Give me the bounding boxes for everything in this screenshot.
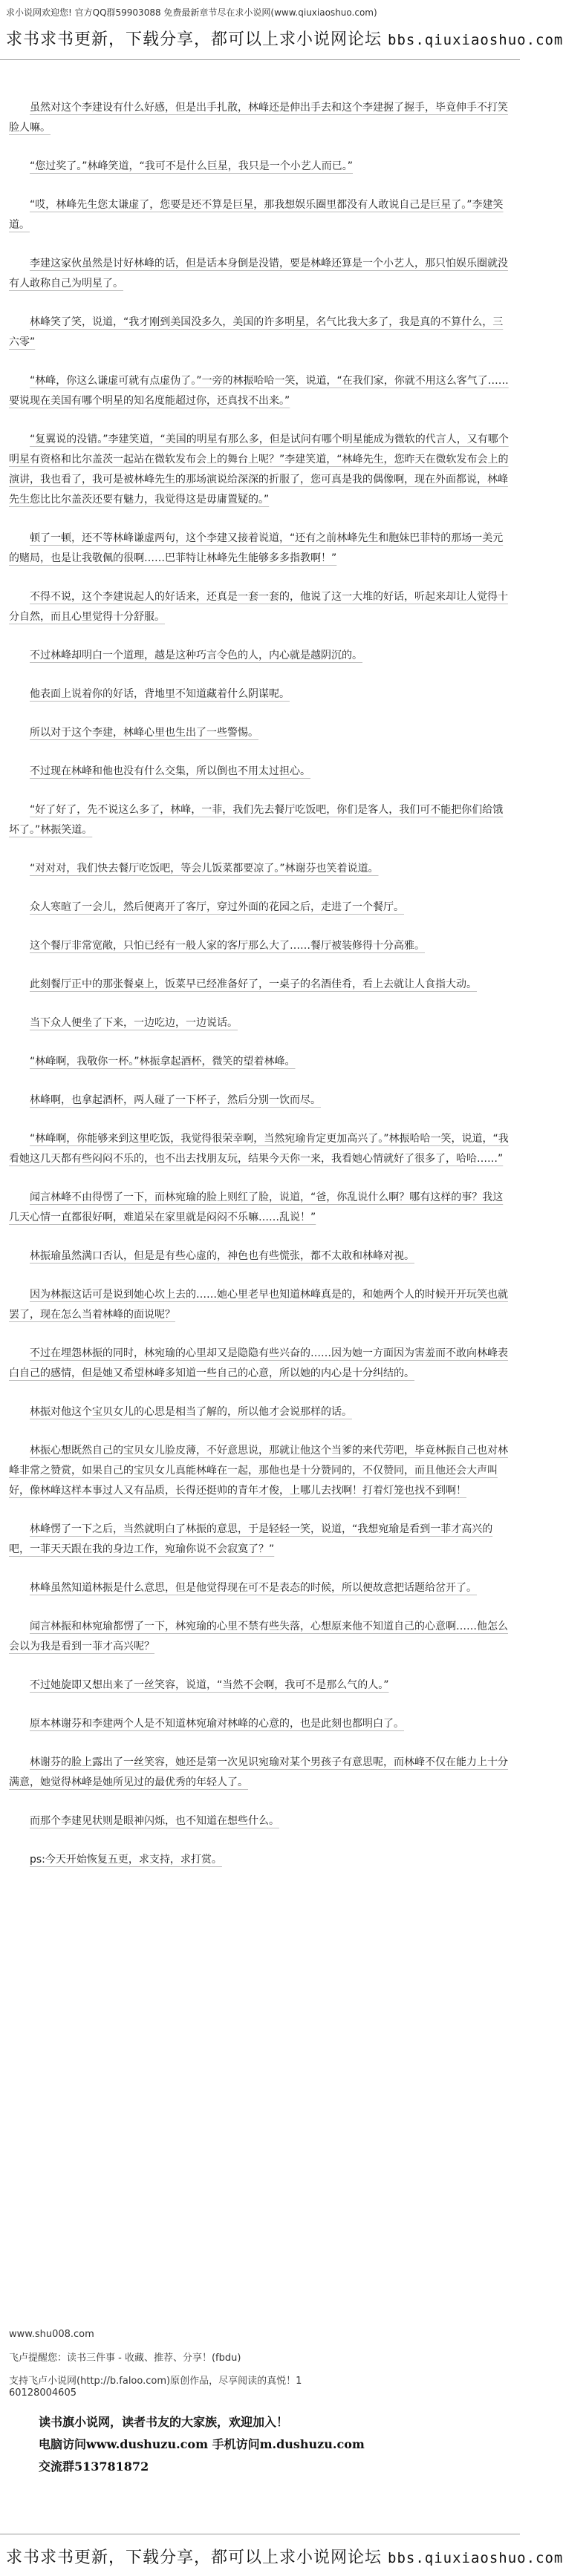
paragraph: 不得不说，这个李建说起人的好话来，还真是一套一套的，他说了这一大堆的好话，听起来却让人觉得十分自然，而且心里觉得十分舒服。 [9,591,508,623]
paragraph: 林峰啊，也拿起酒杯，两人碰了一下杯子，然后分别一饮而尽。 [30,1094,321,1106]
forum-banner-bottom[interactable] [6,2545,563,2568]
paragraph: 林振心想既然自己的宝贝女儿脸皮薄，不好意思说，那就让他这个当爹的来代劳吧，毕竟林振自己也对林峰非常之赞赏，如果自己的宝贝女儿真能林峰在一起，那他也是十分赞同的，不仅赞同，而且他还会大声叫好，像林峰这样本事过人又有品质，长得还挺帅的青年才俊，上哪儿去找啊！打着灯笼也找不到啊！ [9,1445,508,1497]
header-divider [0,59,520,60]
paragraph: 这个餐厅非常宽敞，只怕已经有一般人家的客厅那么大了……餐厅被装修得十分高雅。 [30,940,425,952]
paragraph: 因为林振这话可是说到她心坎上去的……她心里老早也知道林峰真是的，和她两个人的时候开开玩笑也就罢了，现在怎么当着林峰的面说呢？ [9,1289,508,1321]
support-note: 支持飞卢小说网(http://b.faloo.com)原创作品，尽享阅读的真悦！1 [9,2376,302,2387]
paragraph: 不过在埋怨林振的同时，林宛瑜的心里却又是隐隐有些兴奋的……因为她一方面因为害羞而不敢向林峰表白自己的感情，但是她又希望林峰多知道一些自己的心意，所以她的内心是十分纠结的。 [9,1347,508,1379]
paragraph: 李建这家伙虽然是讨好林峰的话，但是话本身倒是没错，要是林峰还算是一个小艺人，那只怕娱乐圈就没有人敢称自己为明星了。 [9,258,508,290]
paragraph: “您过奖了。”林峰笑道，“我可不是什么巨星，我只是一个小艺人而已。” [30,160,354,172]
paragraph: 而那个李建见状则是眼神闪烁，也不知道在想些什么。 [30,1815,279,1827]
paragraph: 不过现在林峰和他也没有什么交集，所以倒也不用太过担心。 [30,765,310,777]
promo-line-1: 读书旗小说网，读者书友的大家族，欢迎加入！ [39,2415,289,2429]
paragraph: 他表面上说着你的好话，背地里不知道藏着什么阴谋呢。 [30,688,290,700]
book-code: 60128004605 [9,2387,77,2399]
paragraph: 不过林峰却明白一个道理，越是这种巧言令色的人，内心就是越阴沉的。 [30,650,362,661]
paragraph: 虽然对这个李建设有什么好感，但是出手扎散，林峰还是伸出手去和这个李建握了握手，毕竟伸手不打笑脸人嘛。 [9,102,508,134]
banner-text: 求书求书更新，下载分享，都可以上求小说网论坛 [6,2549,383,2567]
paragraph: 林峰虽然知道林振是什么意思，但是他觉得现在可不是表态的时候，所以便故意把话题给岔开了。 [30,1582,477,1594]
paragraph: 林峰笑了笑，说道，“我才刚到美国没多久，美国的许多明星，名气比我大多了，我是真的不算什么，三六零” [9,316,504,348]
source-url: www.shu008.com [9,2329,94,2340]
paragraph: 众人寒暄了一会儿，然后便离开了客厅，穿过外面的花园之后，走进了一个餐厅。 [30,901,404,913]
banner-site-link[interactable]: bbs.qiuxiaoshuo.com [388,32,563,48]
paragraph: 林峰愣了一下之后，当然就明白了林振的意思，于是轻轻一笑，说道，“我想宛瑜是看到一菲才高兴的吧，一菲天天跟在我的身边工作，宛瑜你说不会寂寞了？” [9,1523,493,1555]
paragraph: 林振对他这个宝贝女儿的心思是相当了解的，所以他才会说那样的话。 [30,1406,352,1418]
paragraph: 顿了一顿，还不等林峰谦虚两句，这个李建又接着说道，“还有之前林峰先生和胞妹巴菲特的那场一美元的赌局，也是让我敬佩的很啊……巴菲特让林峰先生能够多多指教啊！” [9,532,504,564]
paragraph: 闻言林振和林宛瑜都愣了一下，林宛瑜的心里不禁有些失落，心想原来他不知道自己的心意啊……他怎么会以为我是看到一菲才高兴呢？ [9,1621,508,1653]
paragraph: 所以对于这个李建，林峰心里也生出了一些警惕。 [30,727,258,739]
paragraph: “好了好了，先不说这么多了，林峰，一菲，我们先去餐厅吃饭吧，你们是客人，我们可不能把你们给饿坏了。”林振笑道。 [9,804,504,836]
promo-line-3: 交流群513781872 [39,2459,149,2474]
paragraph: “林峰啊，我敬你一杯。”林振拿起酒杯，微笑的望着林峰。 [30,1056,296,1068]
paragraph: “复翼说的没错。”李建笑道，“美国的明星有那么多，但是试问有哪个明星能成为微软的代言人，又有哪个明星有资格和比尔盖茨一起站在微软发布会上的舞台上呢？”李建笑道，“林峰先生，您昨天在微软发布会上的演讲，我也看了，我可是被林峰先生的那场演说给深深的折服了，您可真是我的偶像啊，现在外面都说，林峰先生您比比尔盖茨还要有魅力，我觉得这是毋庸置疑的。” [9,434,509,506]
paragraph: 闻言林峰不由得愣了一下，而林宛瑜的脸上则红了脸，说道，“爸，你乱说什么啊？哪有这样的事？我这几天心情一直都很好啊，难道呆在家里就是闷闷不乐嘛……乱说！” [9,1191,504,1223]
reader-note: 飞卢提醒您：读书三件事 - 收藏、推荐、分享！(fbdu) [9,2353,241,2364]
paragraph: 林振瑜虽然满口否认，但是是有些心虚的，神色也有些慌张，都不太敢和林峰对视。 [30,1250,414,1262]
site-notice: 求小说网欢迎您! 官方QQ群59903088 免费最新章节尽在求小说网(www.qiuxiaoshuo.com) [6,7,377,18]
forum-banner-top[interactable] [6,27,563,50]
promo-line-2: 电脑访问www.dushuzu.com 手机访问m.dushuzu.com [39,2437,365,2451]
paragraph: 此刻餐厅正中的那张餐桌上，饭菜早已经准备好了，一桌子的名酒佳肴，看上去就让人食指大动。 [30,978,477,990]
paragraph: ps:今天开始恢复五更，求支持，求打赏。 [30,1854,222,1866]
paragraph: “对对对，我们快去餐厅吃饭吧，等会儿饭菜都要凉了。”林谢芬也笑着说道。 [30,863,379,875]
banner-text: 求书求书更新，下载分享，都可以上求小说网论坛 [6,30,383,49]
paragraph: 不过她旋即又想出来了一丝笑容，说道，“当然不会啊，我可不是那么气的人。” [30,1679,389,1691]
paragraph: 当下众人便坐了下来，一边吃边，一边说话。 [30,1017,238,1029]
paragraph: 林谢芬的脸上露出了一丝笑容，她还是第一次见识宛瑜对某个男孩子有意思呢，而林峰不仅在能力上十分满意，她觉得林峰是她所见过的最优秀的年轻人了。 [9,1756,508,1788]
chapter-content [9,98,511,1889]
paragraph: “林峰，你这么谦虚可就有点虚伪了。”一旁的林振哈哈一笑，说道，“在我们家，你就不用这么客气了……要说现在美国有哪个明星的知名度能超过你，还真找不出来。” [9,375,509,407]
paragraph: 原本林谢芬和李建两个人是不知道林宛瑜对林峰的心意的，也是此刻也都明白了。 [30,1718,404,1730]
paragraph: “林峰啊，你能够来到这里吃饭，我觉得很荣幸啊，当然宛瑜肯定更加高兴了。”林振哈哈一笑，说道，“我看她这几天都有些闷闷不乐的，也不出去找朋友玩，结果今天你一来，我看她心情就好了很多了，哈哈……” [9,1133,509,1165]
banner-site-link[interactable]: bbs.qiuxiaoshuo.com [388,2550,563,2566]
paragraph: “哎，林峰先生您太谦虚了，您要是还不算是巨星，那我想娱乐圈里都没有人敢说自己是巨星了。”李建笑道。 [9,199,504,231]
promo-box [39,2411,365,2478]
